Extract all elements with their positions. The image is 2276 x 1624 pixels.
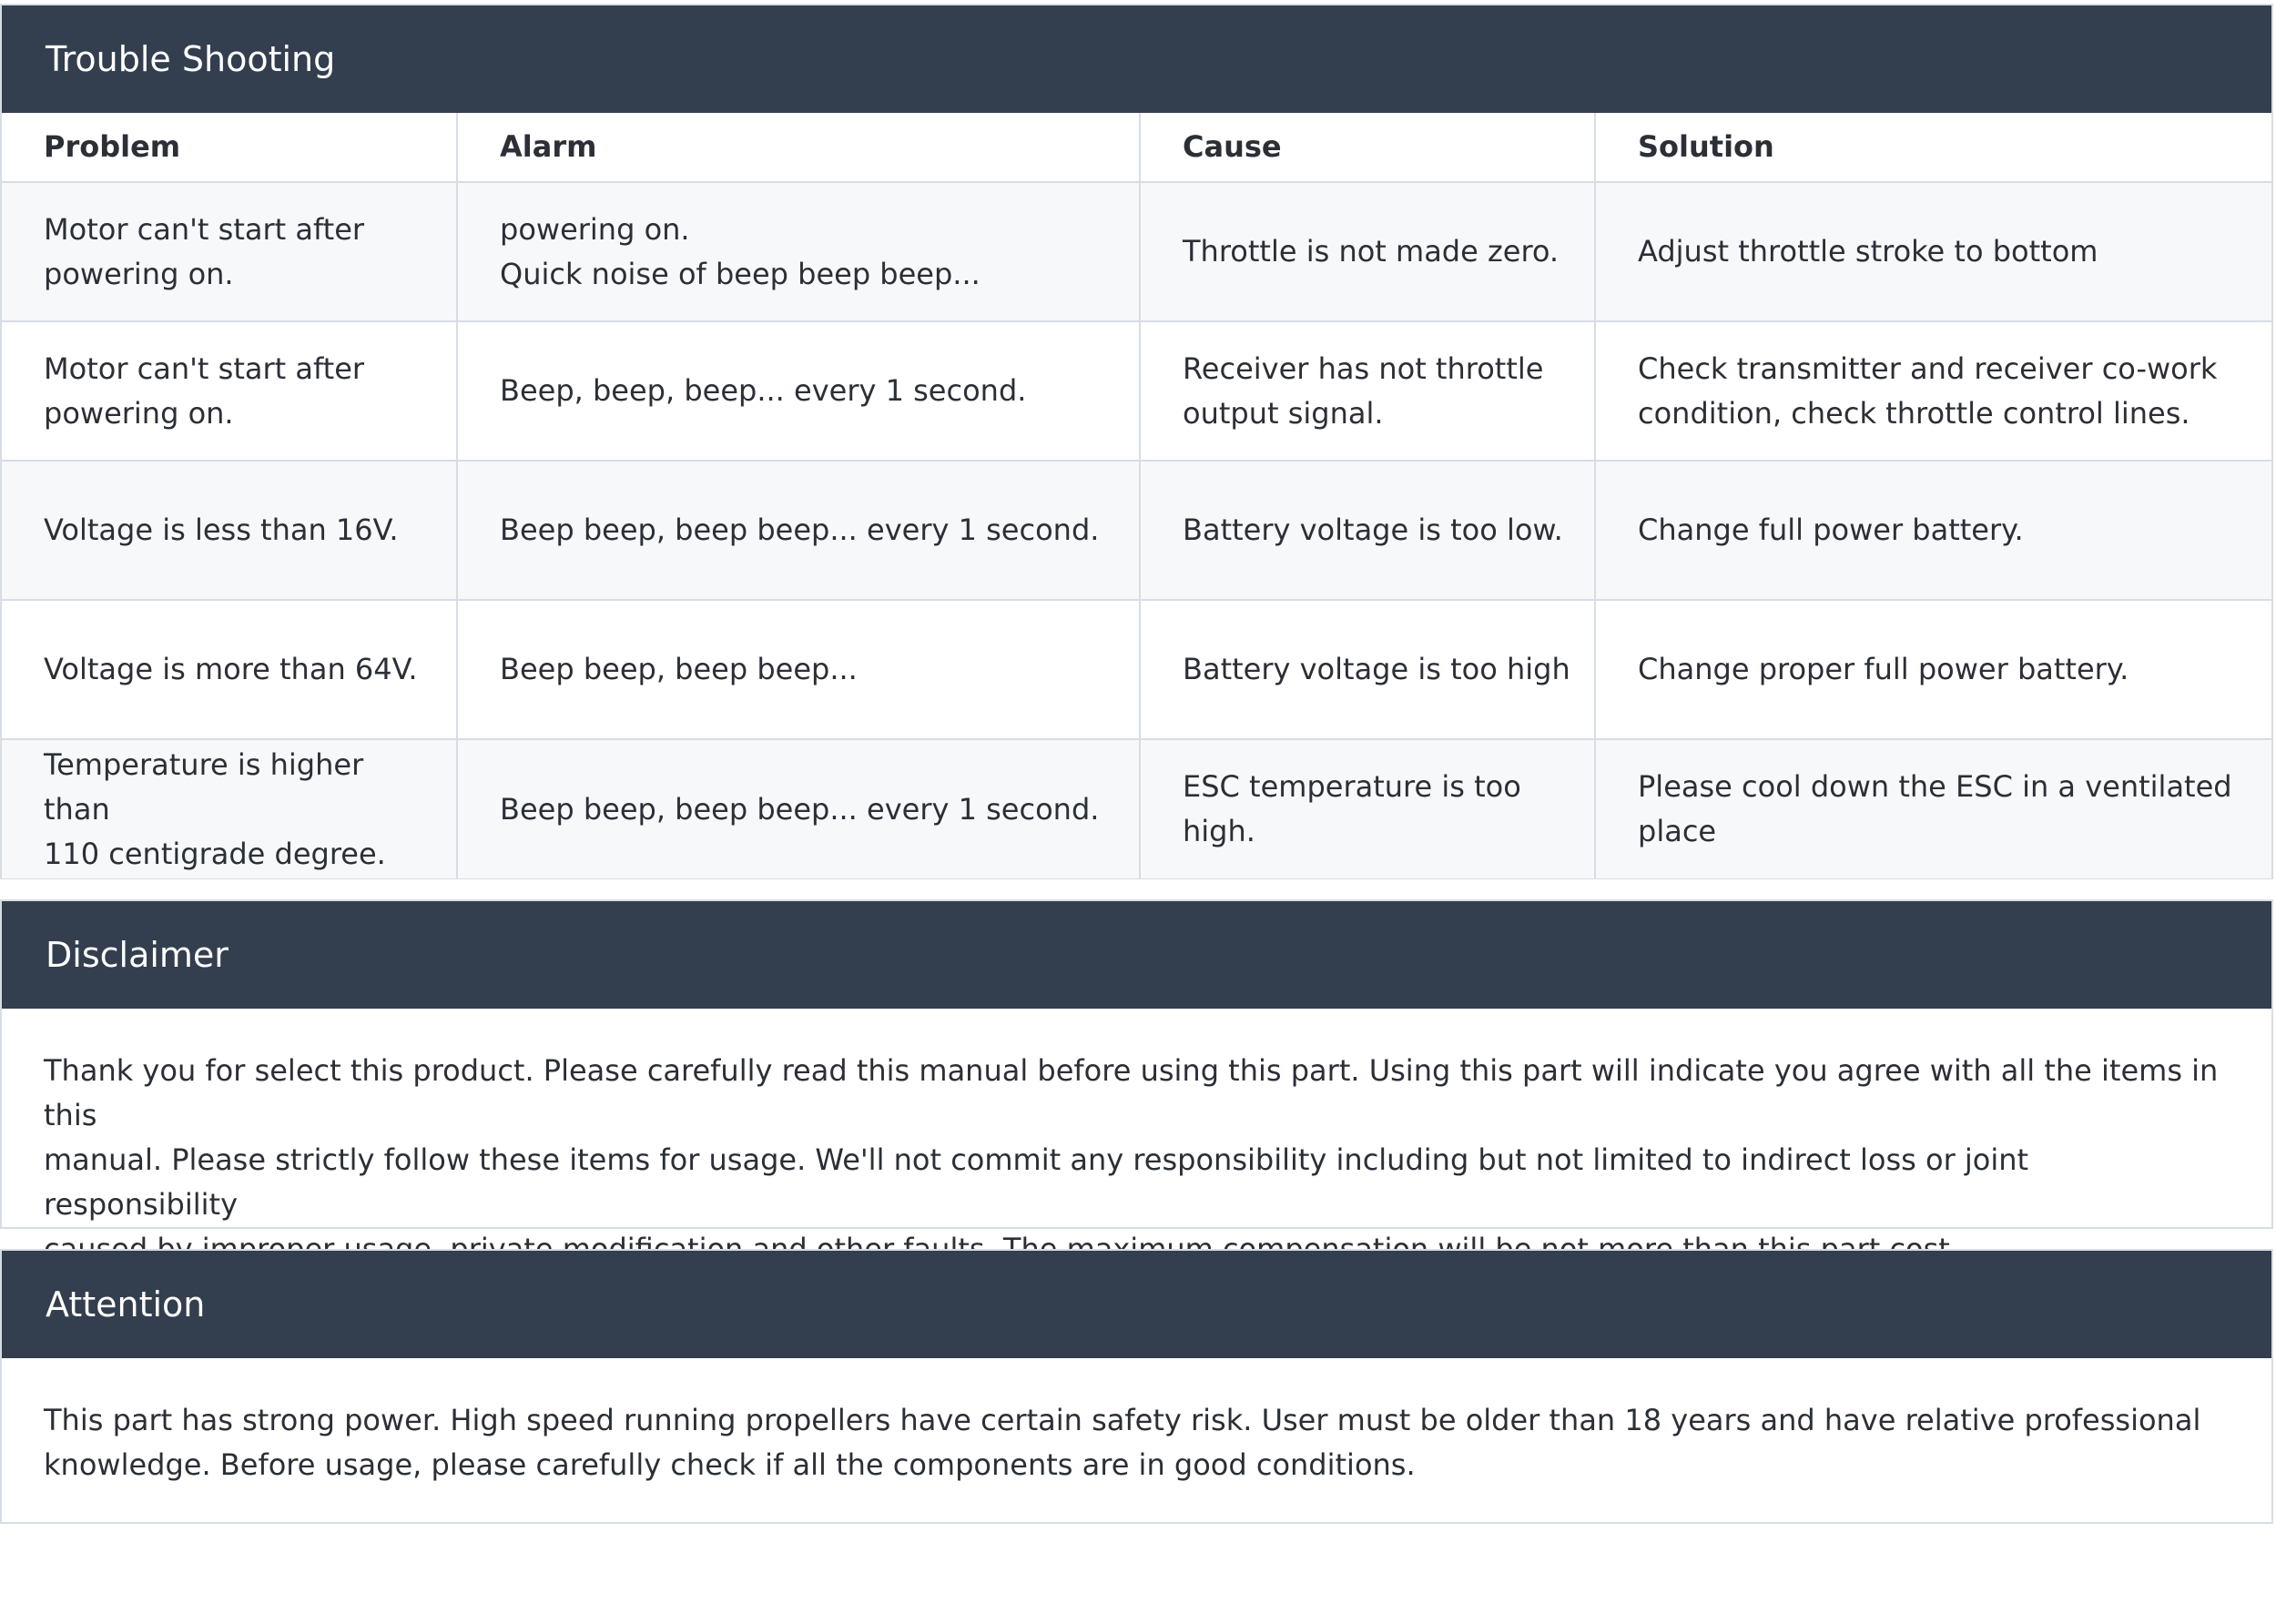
- attention-line: This part has strong power. High speed running propellers have certain safety risk. User must be older than 18 years and have relative professional: [44, 1403, 2201, 1437]
- table-row: [2, 182, 2271, 321]
- problem-text: Voltage is more than 64V.: [44, 652, 418, 686]
- cause-text: Battery voltage is too low.: [1183, 513, 1563, 547]
- disclaimer-line: Thank you for select this product. Please carefully read this manual before using this part. Using this part will indicate you agree with all the items in this: [44, 1053, 2219, 1132]
- solution-text: Adjust throttle stroke to bottom: [1638, 234, 2098, 269]
- cell-cause: [1140, 182, 1595, 321]
- column-header-problem: Problem: [2, 113, 457, 182]
- solution-text: condition, check throttle control lines.: [1638, 395, 2190, 431]
- cell-cause: [1140, 600, 1595, 739]
- column-header-solution: Solution: [1595, 113, 2271, 182]
- alarm-text: Beep beep, beep beep...: [500, 652, 858, 686]
- problem-text: Motor can't start after: [44, 211, 365, 247]
- alarm-text: Beep beep, beep beep... every 1 second.: [500, 791, 1100, 827]
- cause-text: output signal.: [1183, 395, 1384, 431]
- solution-text: Change full power battery.: [1638, 513, 2024, 547]
- solution-text: Please cool down the ESC in a ventilated: [1638, 769, 2232, 804]
- disclaimer-title: Disclaimer: [2, 901, 2271, 1009]
- cause-text: ESC temperature is too high.: [1183, 769, 1521, 848]
- trouble-shooting-table: [2, 113, 2271, 878]
- problem-text: Temperature is higher than: [44, 746, 364, 827]
- problem-text: powering on.: [44, 256, 234, 291]
- cell-alarm: [457, 461, 1140, 600]
- attention-title: Attention: [2, 1251, 2271, 1358]
- column-header-alarm: Alarm: [457, 113, 1140, 182]
- cell-alarm: [457, 739, 1140, 878]
- table-row: [2, 321, 2271, 461]
- trouble-shooting-section: [0, 4, 2273, 879]
- attention-text: [2, 1358, 2271, 1487]
- cell-problem: [2, 600, 457, 739]
- cause-text: Throttle is not made zero.: [1183, 234, 1560, 269]
- alarm-text: Quick noise of beep beep beep...: [500, 256, 981, 291]
- cell-problem: [2, 739, 457, 878]
- cause-text: Receiver has not throttle: [1183, 350, 1544, 386]
- problem-text: powering on.: [44, 395, 234, 431]
- cause-text: Battery voltage is too high: [1183, 652, 1570, 686]
- alarm-text: Beep beep, beep beep... every 1 second.: [500, 513, 1100, 547]
- table-header-row: [2, 113, 2271, 182]
- cell-alarm: [457, 321, 1140, 461]
- column-header-cause: Cause: [1140, 113, 1595, 182]
- cell-solution: [1595, 461, 2271, 600]
- trouble-shooting-title: Trouble Shooting: [2, 5, 2271, 113]
- solution-text: Change proper full power battery.: [1638, 652, 2129, 686]
- attention-line: knowledge. Before usage, please carefully check if all the components are in good conditions.: [44, 1447, 1416, 1482]
- cell-solution: [1595, 321, 2271, 461]
- cell-solution: [1595, 182, 2271, 321]
- cell-alarm: [457, 600, 1140, 739]
- cell-alarm: [457, 182, 1140, 321]
- disclaimer-section: [0, 899, 2273, 1229]
- table-row: [2, 739, 2271, 878]
- cell-solution: [1595, 739, 2271, 878]
- attention-section: [0, 1249, 2273, 1524]
- cell-problem: [2, 182, 457, 321]
- disclaimer-line: manual. Please strictly follow these items for usage. We'll not commit any responsibility including but not limited to indirect loss or joint responsibility: [44, 1142, 2029, 1222]
- cell-solution: [1595, 600, 2271, 739]
- alarm-text: powering on.: [500, 211, 690, 247]
- problem-text: Voltage is less than 16V.: [44, 513, 399, 547]
- table-row: [2, 600, 2271, 739]
- solution-text: Check transmitter and receiver co-work: [1638, 350, 2218, 386]
- solution-text: place: [1638, 814, 1717, 848]
- cell-cause: [1140, 461, 1595, 600]
- table-row: [2, 461, 2271, 600]
- cell-problem: [2, 321, 457, 461]
- alarm-text: Beep, beep, beep... every 1 second.: [500, 373, 1027, 408]
- cell-problem: [2, 461, 457, 600]
- cell-cause: [1140, 321, 1595, 461]
- disclaimer-text: [2, 1009, 2271, 1272]
- cell-cause: [1140, 739, 1595, 878]
- problem-text: 110 centigrade degree.: [44, 836, 386, 871]
- problem-text: Motor can't start after: [44, 350, 365, 386]
